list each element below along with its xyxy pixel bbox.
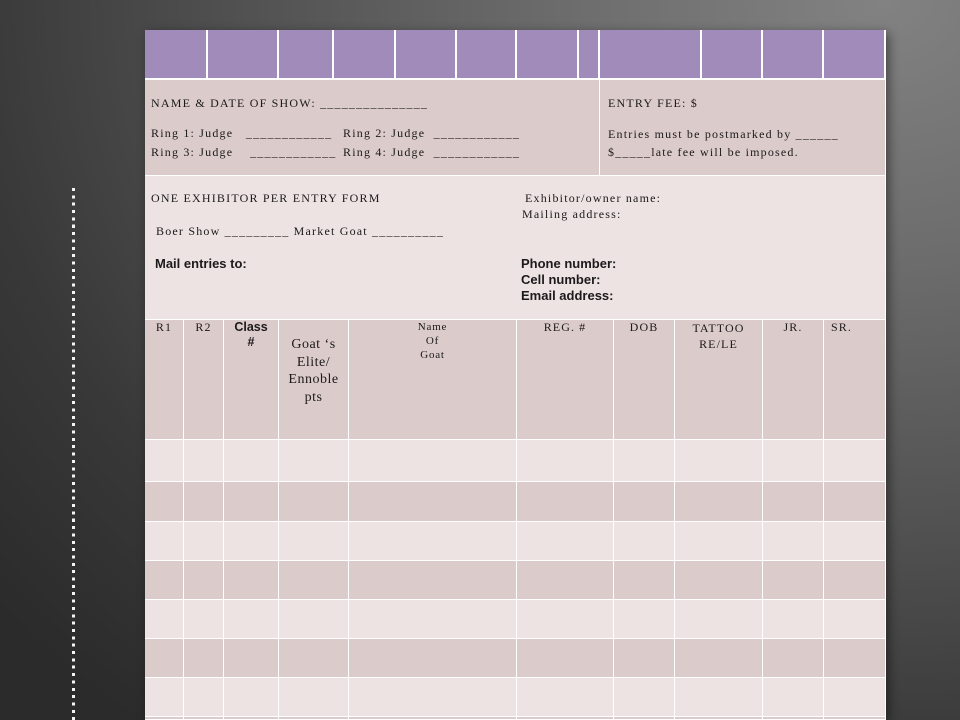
column-header-registration	[517, 320, 614, 440]
column-header-label: Ennoble	[288, 372, 339, 387]
column-header-r2	[184, 320, 224, 440]
column-header-label: #	[247, 335, 255, 349]
entry-cell-senior	[824, 678, 886, 716]
entry-cell-dob	[614, 522, 675, 560]
entry-cell-dob	[614, 440, 675, 481]
dotted-line-decoration	[72, 188, 75, 720]
entry-cell-goat-name	[349, 678, 517, 716]
entry-cell-tattoo	[675, 482, 763, 521]
mailing-address-label: Mailing address:	[522, 207, 622, 221]
entry-cell-tattoo	[675, 600, 763, 638]
show-name-date-field: NAME & DATE OF SHOW: _______________	[151, 96, 429, 110]
entry-cell-elite-ennoble-points	[279, 561, 349, 599]
header-band-row	[145, 30, 886, 80]
entry-cell-goat-name	[349, 561, 517, 599]
header-band-cell	[145, 30, 208, 80]
entry-cell-registration	[517, 717, 614, 719]
column-header-junior	[763, 320, 824, 440]
header-band-cell	[763, 30, 824, 80]
entry-row	[145, 678, 886, 717]
entry-fee-field: ENTRY FEE: $	[608, 96, 698, 110]
postmark-deadline-field: Entries must be postmarked by ______	[608, 127, 839, 141]
entry-cell-dob	[614, 561, 675, 599]
column-header-label: pts	[304, 389, 323, 405]
entry-cell-r1	[145, 482, 184, 521]
entry-cell-dob	[614, 600, 675, 638]
entry-cell-junior	[763, 440, 824, 481]
column-header-class	[224, 320, 279, 440]
show-info-cell	[145, 80, 600, 176]
header-band-cell	[457, 30, 517, 80]
entry-cell-elite-ennoble-points	[279, 522, 349, 560]
entry-cell-r2	[184, 482, 224, 521]
column-header-label: Elite/	[296, 354, 331, 370]
entry-cell-r1	[145, 678, 184, 716]
entry-cell-tattoo	[675, 717, 763, 719]
entry-cell-goat-name	[349, 482, 517, 521]
entry-cell-junior	[763, 639, 824, 677]
column-header-label: Of	[425, 335, 440, 347]
entry-cell-r1	[145, 522, 184, 560]
entry-cell-r1	[145, 440, 184, 481]
entry-cell-r2	[184, 522, 224, 560]
entry-cell-elite-ennoble-points	[279, 482, 349, 521]
entry-cell-r2	[184, 678, 224, 716]
column-header-label: REG. #	[543, 320, 587, 334]
header-band-cell	[334, 30, 396, 80]
phone-number-label: Phone number:	[521, 256, 617, 271]
entry-cell-class	[224, 678, 279, 716]
ring-3-judge-field: Ring 3: Judge ____________	[151, 145, 337, 159]
entry-cell-r2	[184, 440, 224, 481]
entry-cell-tattoo	[675, 522, 763, 560]
entry-cell-junior	[763, 678, 824, 716]
header-band-cell	[208, 30, 279, 80]
entry-row	[145, 600, 886, 639]
ring-1-judge-field: Ring 1: Judge ____________	[151, 126, 333, 140]
column-header-dob	[614, 320, 675, 440]
entry-cell-class	[224, 561, 279, 599]
header-band-cell	[579, 30, 600, 80]
entry-row	[145, 522, 886, 561]
header-band-cell	[702, 30, 763, 80]
entry-row	[145, 561, 886, 600]
header-band-cell	[396, 30, 457, 80]
entry-cell-r2	[184, 600, 224, 638]
entry-cell-elite-ennoble-points	[279, 717, 349, 719]
exhibitor-info-cell	[145, 176, 886, 320]
entry-cell-registration	[517, 522, 614, 560]
column-header-tattoo	[675, 320, 763, 440]
ring-2-judge-field: Ring 2: Judge ____________	[343, 126, 521, 140]
entry-cell-r1	[145, 639, 184, 677]
column-header-label: Goat ‘s	[291, 337, 336, 352]
entry-cell-dob	[614, 678, 675, 716]
column-header-label: DOB	[629, 320, 659, 334]
entry-cell-registration	[517, 639, 614, 677]
entry-cell-senior	[824, 639, 886, 677]
entry-cell-junior	[763, 482, 824, 521]
entry-cell-senior	[824, 440, 886, 481]
entry-cell-registration	[517, 561, 614, 599]
entry-cell-senior	[824, 717, 886, 719]
column-header-label: JR.	[783, 320, 803, 334]
header-band-cell	[279, 30, 334, 80]
entry-cell-registration	[517, 482, 614, 521]
email-address-label: Email address:	[521, 288, 614, 303]
entry-cell-goat-name	[349, 639, 517, 677]
entry-cell-goat-name	[349, 440, 517, 481]
entry-cell-goat-name	[349, 717, 517, 719]
entry-cell-tattoo	[675, 678, 763, 716]
entry-cell-tattoo	[675, 440, 763, 481]
header-band-cell	[824, 30, 886, 80]
entry-cell-dob	[614, 482, 675, 521]
entry-cell-senior	[824, 600, 886, 638]
entry-cell-class	[224, 717, 279, 719]
column-header-label: R1	[155, 320, 173, 334]
entry-cell-r2	[184, 561, 224, 599]
entry-cell-junior	[763, 600, 824, 638]
entry-cell-registration	[517, 600, 614, 638]
ring-4-judge-field: Ring 4: Judge ____________	[343, 145, 521, 159]
entry-cell-senior	[824, 482, 886, 521]
entry-cell-goat-name	[349, 522, 517, 560]
column-header-label: SR.	[831, 320, 852, 334]
column-header-label: RE/LE	[699, 337, 738, 351]
column-header-goat-name	[349, 320, 517, 440]
entry-cell-r2	[184, 639, 224, 677]
column-header-r1	[145, 320, 184, 440]
entry-cell-junior	[763, 561, 824, 599]
entry-cell-r2	[184, 717, 224, 719]
entry-cell-tattoo	[675, 639, 763, 677]
entry-cell-goat-name	[349, 600, 517, 638]
entry-cell-r1	[145, 717, 184, 719]
entry-cell-class	[224, 440, 279, 481]
one-exhibitor-notice: ONE EXHIBITOR PER ENTRY FORM	[151, 191, 381, 205]
entry-cell-tattoo	[675, 561, 763, 599]
column-header-label: Name	[417, 321, 448, 333]
entry-cell-r1	[145, 561, 184, 599]
entry-cell-class	[224, 600, 279, 638]
show-type-fields: Boer Show _________ Market Goat __________	[156, 224, 445, 238]
entry-cell-class	[224, 639, 279, 677]
entry-cell-registration	[517, 678, 614, 716]
cell-number-label: Cell number:	[521, 272, 601, 287]
owner-name-label: Exhibitor/owner name:	[525, 191, 662, 205]
column-header-label: TATTOO	[692, 321, 745, 335]
entry-row	[145, 482, 886, 522]
entry-cell-elite-ennoble-points	[279, 600, 349, 638]
entry-row	[145, 639, 886, 678]
entry-cell-elite-ennoble-points	[279, 440, 349, 481]
late-fee-field: $_____late fee will be imposed.	[608, 145, 799, 159]
column-header-senior	[824, 320, 886, 440]
entry-cell-registration	[517, 440, 614, 481]
column-header-label: R2	[195, 320, 212, 334]
entry-cell-dob	[614, 717, 675, 719]
entry-cell-class	[224, 522, 279, 560]
entry-form-table	[145, 30, 886, 720]
entry-cell-elite-ennoble-points	[279, 678, 349, 716]
column-header-label: Goat	[420, 349, 445, 361]
entry-row	[145, 440, 886, 482]
entry-cell-junior	[763, 522, 824, 560]
entry-cell-senior	[824, 522, 886, 560]
entry-cell-elite-ennoble-points	[279, 639, 349, 677]
header-band-cell	[600, 30, 702, 80]
entry-cell-class	[224, 482, 279, 521]
mail-entries-to-label: Mail entries to:	[155, 256, 247, 271]
column-header-elite-ennoble-points	[279, 320, 349, 440]
entry-fee-cell	[600, 80, 886, 176]
entry-cell-dob	[614, 639, 675, 677]
entry-cell-junior	[763, 717, 824, 719]
entry-cell-r1	[145, 600, 184, 638]
entry-cell-senior	[824, 561, 886, 599]
header-band-cell	[517, 30, 579, 80]
column-header-label: Class	[234, 320, 268, 334]
